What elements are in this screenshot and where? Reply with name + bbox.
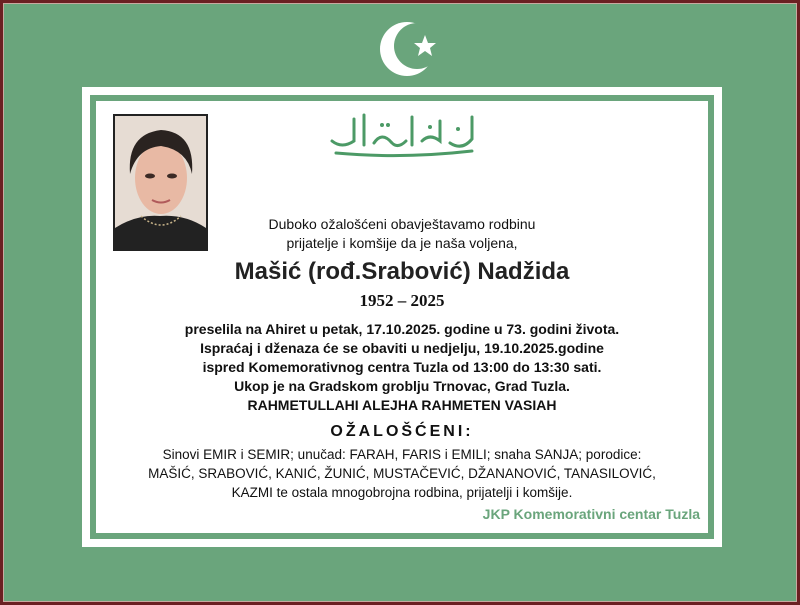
intro-line-2: prijatelje i komšije da je naša voljena, (286, 235, 518, 251)
detail-line-1: preselila na Ahiret u petak, 17.10.2025. godine u 73. godini života. (184, 321, 620, 337)
footer-organization: JKP Komemorativni centar Tuzla (482, 506, 700, 522)
detail-line-4: Ukop je na Gradskom groblju Trnovac, Grad Tuzla. (234, 378, 570, 394)
detail-line-5: RAHMETULLAHI ALEJHA RAHMETEN VASIAH (247, 397, 557, 413)
arabic-calligraphy (322, 101, 482, 161)
mourners-line-2: MAŠIĆ, SRABOVIĆ, KANIĆ, ŽUNIĆ, MUSTAČEVIĆ, DŽANANOVIĆ, TANASILOVIĆ, (148, 466, 656, 481)
deceased-name: Mašić (rođ.Srabović) Nadžida (234, 258, 570, 285)
mourners-heading: OŽALOŠĆENI: (330, 423, 474, 440)
crescent-star-icon (373, 13, 453, 85)
mourners-line-3: KAZMI te ostala mnogobrojna rodbina, prijatelji i komšije. (231, 485, 573, 500)
intro-line-1: Duboko ožalošćeni obavještavamo rodbinu (268, 216, 536, 232)
notice-card (82, 87, 722, 547)
detail-line-2: Ispraćaj i dženaza će se obaviti u nedjelju, 19.10.2025.godine (200, 340, 604, 356)
life-years: 1952 – 2025 (359, 291, 445, 310)
detail-line-3: ispred Komemorativnog centra Tuzla od 13:00 do 13:30 sati. (202, 359, 602, 375)
mourners-line-1: Sinovi EMIR i SEMIR; unučad: FARAH, FARIS i EMILI; snaha SANJA; porodice: (162, 447, 642, 462)
